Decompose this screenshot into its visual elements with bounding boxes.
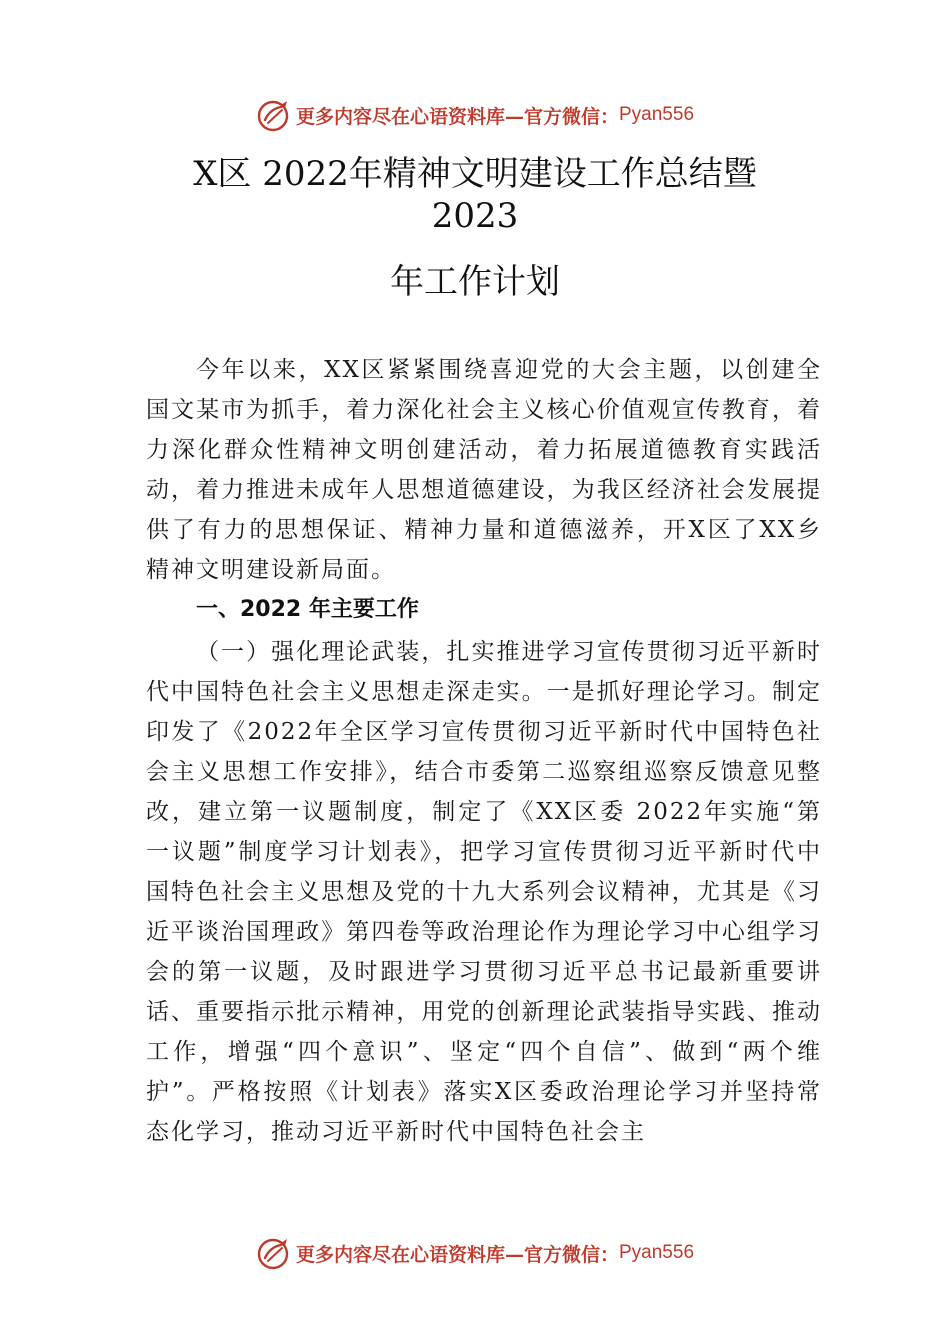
watermark-text: 更多内容尽在心语资料库—官方微信： (295, 1243, 619, 1266)
section-paragraph: （一）强化理论武装，扎实推进学习宣传贯彻习近平新时代中国特色社会主义思想走深走实。一是抓好理论学习。制定印发了《2022年全区学习宣传贯彻习近平新时代中国特色社会主义思想工作安排》，结合市委第二巡察组巡察反馈意见整改，建立第一议题制度，制定了《XX区委 2022年实施“第一议题”制度学习计划表》，把学习宣传贯彻习近平新时代中国特色社会主义思想及党的十九大系列会议精神，尤其是《习近平谈治国理政》第四卷等政治理论作为理论学习中心组学习会的第一议题，及时跟进学习贯彻习近平总书记最新重要讲话、重要指示批示精神，用党的创新理论武装指导实践、推动工作，增强“四个意识”、坚定“四个自信”、做到“两个维护”。严格按照《计划表》落实X区委政治理论学习并坚持常态化学习，推动习近平新时代中国特色社会主 (146, 639, 822, 1145)
watermark-text: 更多内容尽在心语资料库—官方微信： (295, 105, 619, 128)
intro-paragraph: 今年以来，XX区紧紧围绕喜迎党的大会主题，以创建全国文某市为抓手，着力深化社会主义核心价值观宣传教育，着力深化群众性精神文明创建活动，着力拓展道德教育实践活动，着力推进未成年人思想道德建设，为我区经济社会发展提供了有力的思想保证、精神力量和道德滋养，开X区了XX乡精神文明建设新局面。 (146, 357, 822, 583)
document-title-line2: 2023 (431, 196, 519, 236)
document-title-line3: 年工作计划 (390, 262, 560, 302)
document-title-line1: X区 2022年精神文明建设工作总结暨 (193, 154, 757, 194)
seal-logo-icon (256, 97, 292, 133)
section-heading: 一、2022 年主要工作 (196, 597, 419, 622)
seal-logo-icon (256, 1235, 292, 1271)
wechat-id: Pyan556 (619, 1242, 695, 1263)
watermark-banner-bottom (0, 1233, 950, 1273)
wechat-id: Pyan556 (619, 104, 695, 125)
watermark-banner-top (0, 95, 950, 135)
